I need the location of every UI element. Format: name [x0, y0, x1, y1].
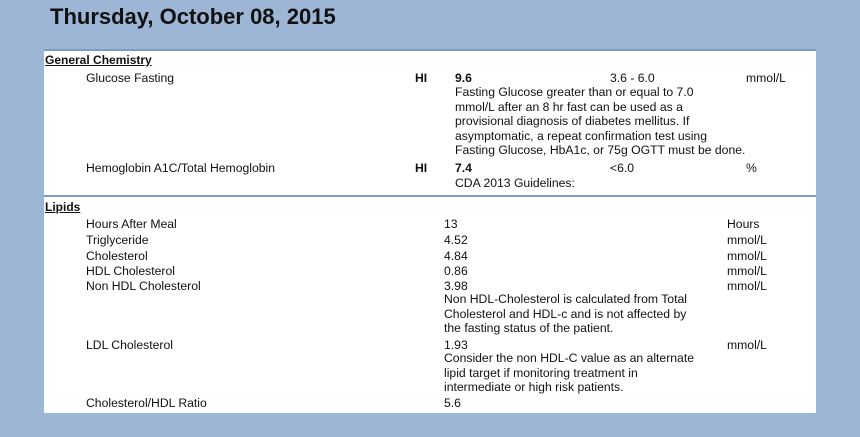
- lab-report-panel: [44, 49, 816, 413]
- test-name-non-hdl-cholesterol: Non HDL Cholesterol: [86, 279, 201, 293]
- unit-non-hdl-cholesterol: mmol/L: [727, 279, 767, 293]
- unit-cholesterol: mmol/L: [727, 249, 767, 263]
- comment-line: asymptomatic, a repeat confirmation test using: [455, 128, 707, 143]
- comment-line: Fasting Glucose greater than or equal to 7.0: [455, 85, 694, 99]
- test-name-glucose: Glucose Fasting: [86, 71, 175, 85]
- value-cholesterol-hdl-ratio: 5.6: [444, 396, 461, 410]
- unit-a1c: %: [746, 161, 757, 175]
- value-cholesterol: 4.84: [444, 249, 468, 263]
- test-name-hdl-cholesterol: HDL Cholesterol: [86, 264, 175, 278]
- test-name-hours-after-meal: Hours After Meal: [86, 217, 177, 231]
- comment-line: Non HDL-Cholesterol is calculated from Total: [444, 292, 687, 306]
- value-non-hdl-cholesterol: 3.98: [444, 279, 468, 293]
- value-hdl-cholesterol: 0.86: [444, 264, 468, 278]
- unit-hours-after-meal: Hours: [727, 217, 760, 231]
- comment-non-hdl: [444, 292, 687, 336]
- test-name-cholesterol-hdl-ratio: Cholesterol/HDL Ratio: [86, 396, 207, 410]
- comment-a1c: CDA 2013 Guidelines:: [455, 176, 575, 190]
- comment-line: intermediate or high risk patients.: [444, 380, 624, 394]
- value-ldl-cholesterol: 1.93: [444, 338, 468, 352]
- section-divider: [44, 195, 816, 197]
- range-glucose: 3.6 - 6.0: [610, 71, 655, 85]
- comment-line: Fasting Glucose, HbA1c, or 75g OGTT must be done.: [455, 143, 746, 157]
- value-hours-after-meal: 13: [444, 217, 458, 231]
- report-date-title: Thursday, October 08, 2015: [50, 4, 336, 29]
- value-a1c: 7.4: [455, 161, 472, 175]
- comment-line: Cholesterol and HDL-c and is not affected by: [444, 306, 687, 321]
- comment-glucose: [455, 85, 745, 158]
- comment-line: lipid target if monitoring treatment in: [444, 365, 638, 380]
- test-name-ldl-cholesterol: LDL Cholesterol: [86, 338, 173, 352]
- unit-triglyceride: mmol/L: [727, 233, 767, 247]
- test-name-triglyceride: Triglyceride: [86, 233, 149, 247]
- value-glucose: 9.6: [455, 71, 472, 85]
- range-a1c: <6.0: [610, 161, 635, 175]
- section-title-lipids: Lipids: [45, 200, 81, 214]
- comment-line: mmol/L after an 8 hr fast can be used as a: [455, 99, 683, 114]
- comment-line: provisional diagnosis of diabetes mellitus. If: [455, 114, 690, 128]
- value-triglyceride: 4.52: [444, 233, 468, 247]
- test-name-cholesterol: Cholesterol: [86, 249, 148, 263]
- comment-line: the fasting status of the patient.: [444, 321, 614, 335]
- unit-hdl-cholesterol: mmol/L: [727, 264, 767, 278]
- unit-ldl-cholesterol: mmol/L: [727, 338, 767, 352]
- flag-glucose: HI: [415, 71, 428, 85]
- unit-glucose: mmol/L: [746, 71, 786, 85]
- section-divider: [44, 49, 816, 51]
- comment-ldl: [444, 351, 694, 395]
- flag-a1c: HI: [415, 161, 428, 175]
- test-name-a1c: Hemoglobin A1C/Total Hemoglobin: [86, 161, 276, 175]
- section-title-general-chemistry: General Chemistry: [45, 53, 152, 67]
- comment-line: Consider the non HDL-C value as an alternate: [444, 351, 694, 365]
